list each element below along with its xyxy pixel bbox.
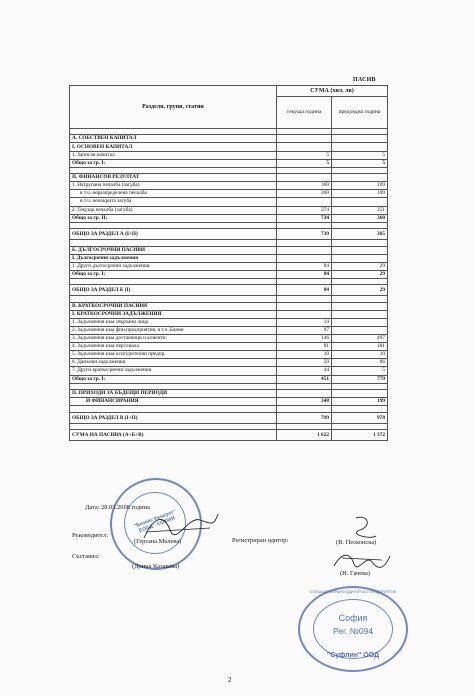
table-row: [70, 318, 388, 326]
stamp-left-text: "Бизнес Консулт" ЕООД · СОФИЯ: [133, 508, 177, 535]
row-current-value: 1 622: [277, 429, 332, 440]
row-previous-value: [332, 326, 388, 334]
row-current-value: 81: [277, 343, 332, 351]
row-label: 2. Текуща печалба (загуба): [70, 206, 277, 214]
table-row: [70, 285, 388, 296]
row-previous-value: 251: [332, 206, 388, 214]
row-current-value: 360: [277, 190, 332, 198]
table-row: [70, 174, 388, 182]
row-current-value: [277, 174, 332, 182]
row-current-value: 734: [277, 214, 332, 222]
row-previous-value: 779: [332, 375, 388, 383]
stamp-ring-text: СПЕЦИАЛИЗИРАНО ОДИТОРСКО ПРЕДПРИЯТИЕ: [309, 590, 397, 594]
row-current-value: 799: [277, 412, 332, 423]
table-row: [70, 412, 388, 423]
row-previous-value: 5: [332, 367, 388, 375]
row-previous-value: 360: [332, 214, 388, 222]
table-row: [70, 326, 388, 334]
table-row: [70, 151, 388, 159]
row-current-value: [277, 389, 332, 397]
row-current-value: [277, 302, 332, 310]
table-row: [70, 143, 388, 151]
table-row: [70, 159, 388, 167]
row-previous-value: [332, 389, 388, 397]
row-current-value: 360: [277, 182, 332, 190]
table-row: [70, 229, 388, 240]
row-label: I. КРАТКОСРОЧНИ ЗАДЪЛЖЕНИЯ: [70, 310, 277, 318]
row-label: Б. ДЪЛГОСРОЧНИ ПАСИВИ: [70, 246, 277, 254]
row-previous-value: 86: [332, 359, 388, 367]
row-label: в т.ч. неразпределена печалба: [70, 190, 277, 198]
table-body: [70, 129, 388, 441]
row-label: В. КРАТКОСРОЧНИ ПАСИВИ: [70, 302, 277, 310]
manager-signature: [140, 508, 220, 544]
row-current-value: 5: [277, 159, 332, 167]
row-label: 3. Задължения към доставчици и клиенти: [70, 335, 277, 343]
row-current-value: 146: [277, 335, 332, 343]
liabilities-table: [69, 85, 388, 441]
table-row: [70, 135, 388, 143]
row-label: 7. Други краткосрочни задължения: [70, 367, 277, 375]
row-label: Общо за гр. I:: [70, 159, 277, 167]
row-previous-value: [332, 198, 388, 206]
preparer-name: (Донна Казакова): [132, 563, 180, 570]
row-label: 1. Натрупана печалба (загуба): [70, 182, 277, 190]
row-current-value: [277, 135, 332, 143]
row-label: 1. Други дългосрочни задължения: [70, 262, 277, 270]
auditor-signature-2: [332, 548, 392, 576]
row-label: ОБЩО ЗА РАЗДЕЛ В (I+II): [70, 412, 277, 423]
row-previous-value: 109: [332, 190, 388, 198]
row-previous-value: 497: [332, 335, 388, 343]
row-label: Общо за гр. II:: [70, 214, 277, 222]
row-label: А. СОБСТВЕН КАПИТАЛ: [70, 135, 277, 143]
row-previous-value: 181: [332, 343, 388, 351]
row-current-value: 14: [277, 318, 332, 326]
row-current-value: 84: [277, 262, 332, 270]
row-current-value: [277, 198, 332, 206]
row-label: Общо за гр. I:: [70, 375, 277, 383]
header-previous-year: предходна година: [332, 97, 388, 129]
row-previous-value: 5: [332, 151, 388, 159]
row-label: Общо за гр. I:: [70, 270, 277, 278]
table-row: [70, 429, 388, 440]
table-row: [70, 302, 388, 310]
row-label: 1. Записан капитал: [70, 151, 277, 159]
stamp-city: София: [338, 613, 368, 623]
row-label: 4. Задължения към персонала: [70, 343, 277, 351]
stamp-reg: Рег. №094: [332, 626, 374, 636]
preparer-label: Съставил:: [72, 553, 100, 560]
auditor-name-1: (В. Песконска): [336, 539, 377, 546]
header-sections: Раздели, групи, статии: [70, 86, 277, 129]
table-row: [70, 254, 388, 262]
table-row: [70, 351, 388, 359]
table-row: [70, 343, 388, 351]
date-line: Дата: 28.03.2008 година: [85, 504, 150, 511]
row-label: 1. Задължения към свързани лица: [70, 318, 277, 326]
row-current-value: 739: [277, 229, 332, 240]
row-current-value: 59: [277, 359, 332, 367]
table-row: [70, 190, 388, 198]
row-label: ОБЩО ЗА РАЗДЕЛ А (I+II): [70, 229, 277, 240]
row-current-value: [277, 143, 332, 151]
auditor-name-2: (Н. Гачева): [340, 570, 371, 577]
table-row: [70, 182, 388, 190]
header-current-year: текуща година: [277, 97, 332, 129]
row-label: 5. Задължения към осигурителни предпр.: [70, 351, 277, 359]
manager-label: Ръководител:: [72, 532, 109, 539]
row-label: И ФИНАНСИРАНИЯ: [70, 398, 277, 406]
row-previous-value: 978: [332, 412, 388, 423]
section-label: ПАСИВ: [353, 77, 376, 83]
table-row: [70, 359, 388, 367]
row-current-value: 374: [277, 206, 332, 214]
row-label: I. ОСНОВЕН КАПИТАЛ: [70, 143, 277, 151]
table-row: [70, 262, 388, 270]
row-previous-value: 199: [332, 398, 388, 406]
row-label: 6. Данъчни задължения: [70, 359, 277, 367]
header-sum: СУМА (хил. лв): [277, 86, 388, 97]
auditor-signature-1: [350, 512, 380, 542]
table-row: [70, 270, 388, 278]
table-row: [70, 335, 388, 343]
row-current-value: 5: [277, 151, 332, 159]
row-previous-value: [332, 318, 388, 326]
stamp-company-name: "Суфлин" ООД: [326, 652, 380, 659]
row-current-value: 10: [277, 351, 332, 359]
row-current-value: [277, 246, 332, 254]
row-label: в т.ч. непокрита загуба: [70, 198, 277, 206]
table-row: [70, 398, 388, 406]
row-previous-value: 1 372: [332, 429, 388, 440]
row-current-value: [277, 310, 332, 318]
table-row: [70, 214, 388, 222]
row-current-value: 44: [277, 367, 332, 375]
row-previous-value: 10: [332, 351, 388, 359]
row-current-value: 97: [277, 326, 332, 334]
row-previous-value: 29: [332, 285, 388, 296]
row-current-value: 348: [277, 398, 332, 406]
row-previous-value: [332, 143, 388, 151]
table-row: [70, 246, 388, 254]
row-previous-value: [332, 254, 388, 262]
auditor-stamp-right: [298, 586, 408, 672]
row-previous-value: [332, 302, 388, 310]
row-label: СУМА НА ПАСИВА (А+Б+В): [70, 429, 277, 440]
row-previous-value: 365: [332, 229, 388, 240]
row-current-value: 84: [277, 285, 332, 296]
row-previous-value: 29: [332, 262, 388, 270]
table-row: [70, 198, 388, 206]
table-row: [70, 367, 388, 375]
row-previous-value: [332, 246, 388, 254]
row-label: II. ПРИХОДИ ЗА БЪДЕЩИ ПЕРИОДИ: [70, 389, 277, 397]
table-row: [70, 310, 388, 318]
row-current-value: 84: [277, 270, 332, 278]
page-number: 2: [228, 676, 232, 684]
row-label: II. ФИНАНСОВ РЕЗУЛТАТ: [70, 174, 277, 182]
row-label: ОБЩО ЗА РАЗДЕЛ Б (I): [70, 285, 277, 296]
row-previous-value: 29: [332, 270, 388, 278]
row-current-value: 451: [277, 375, 332, 383]
row-previous-value: 109: [332, 182, 388, 190]
row-current-value: [277, 254, 332, 262]
table-row: [70, 206, 388, 214]
row-previous-value: 5: [332, 159, 388, 167]
row-previous-value: [332, 135, 388, 143]
table-row: [70, 375, 388, 383]
table-row: [70, 389, 388, 397]
row-previous-value: [332, 310, 388, 318]
auditor-label: Регистриран одитор:: [232, 537, 289, 544]
row-label: 2. Задължения към фин.предприятия, в т.ч. Банки: [70, 326, 277, 334]
row-label: I. Дългосрочни задължения: [70, 254, 277, 262]
manager-name: (Гергана Малева): [134, 538, 182, 545]
row-previous-value: [332, 174, 388, 182]
